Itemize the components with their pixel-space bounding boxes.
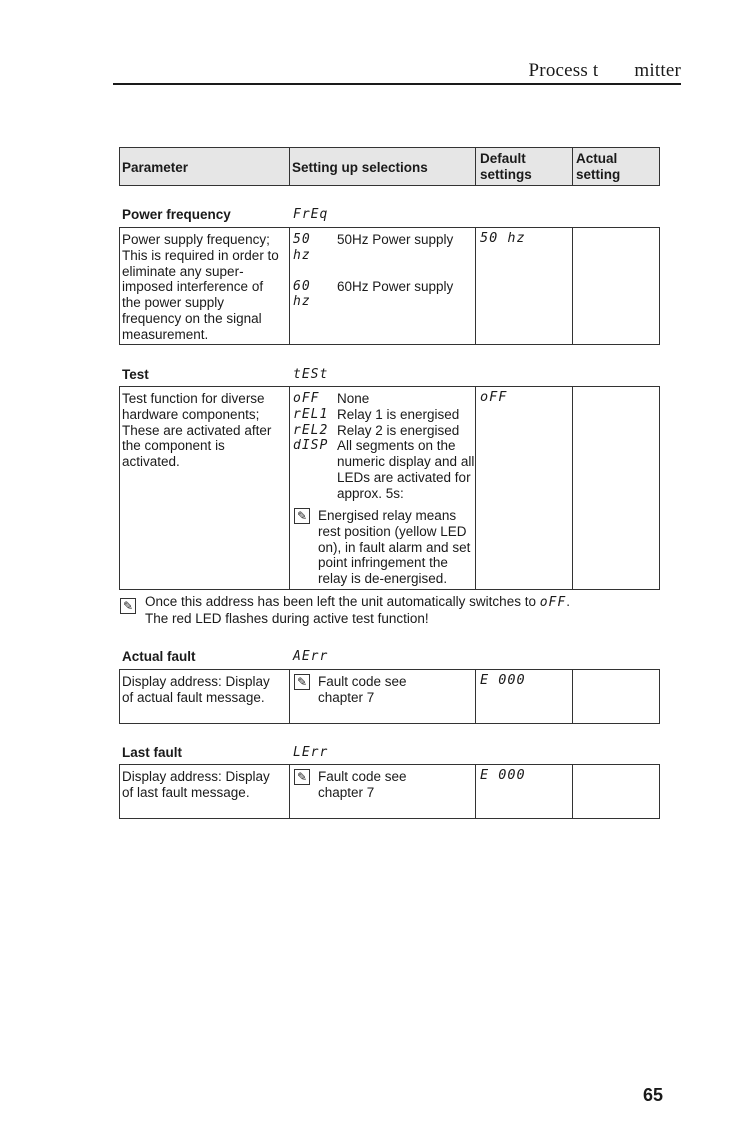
pencil-note-icon: ✎ (120, 598, 136, 614)
table-last-fault (119, 764, 660, 819)
option-row (293, 391, 475, 407)
option-code: rEL1 (293, 406, 329, 422)
last-fault-note-icon-wrap (294, 769, 310, 785)
header-title-left: Process t (528, 60, 599, 81)
section-title-test: Test (122, 367, 149, 382)
option-code: 50 hz (293, 232, 311, 263)
table-header (119, 147, 660, 186)
footnote-period: . (566, 594, 570, 609)
running-header (529, 60, 681, 82)
last-fault-description: Display address: Display of last fault message. (122, 769, 270, 800)
section-code-last-fault: LErr (293, 745, 329, 760)
section-code-power-frequency: FrEq (293, 207, 329, 222)
option-label: All segments on the numeric display and all LEDs are activated for approx. 5s: (337, 438, 475, 501)
table-actual-fault (119, 669, 660, 724)
option-code: dISP (293, 438, 329, 454)
page-number: 65 (642, 1085, 663, 1105)
option-row (293, 438, 475, 501)
test-note: Energised relay means rest position (yellow LED on), in fault alarm and set point infringement the relay is de-energised. (318, 508, 471, 587)
power-frequency-options (293, 232, 473, 310)
power-frequency-description: Power supply frequency; This is required in order to eliminate any super-imposed interference of the power supply frequency on the signal measurement. (122, 232, 279, 342)
test-footnote (145, 594, 665, 627)
actual-fault-description: Display address: Display of actual fault message. (122, 674, 270, 705)
power-frequency-default: 50 hz (480, 230, 526, 246)
header-default: Default settings (480, 151, 532, 182)
last-fault-default: E 000 (480, 767, 526, 783)
actual-fault-note: Fault code see chapter 7 (318, 674, 407, 705)
option-row (293, 407, 475, 423)
footnote-code: oFF (539, 595, 567, 610)
table-test (119, 386, 660, 590)
footnote-line-2: The red LED flashes during active test function! (145, 610, 429, 626)
footnote-text: Once this address has been left the unit automatically switches to (145, 594, 536, 609)
section-title-actual-fault: Actual fault (122, 649, 196, 664)
option-row (293, 423, 475, 439)
header-selections: Setting up selections (292, 160, 428, 175)
option-label: 60Hz Power supply (337, 278, 454, 294)
header-rule (113, 83, 681, 85)
option-code: 60 hz (293, 278, 311, 310)
option-label: Relay 2 is energised (337, 422, 460, 438)
pencil-note-icon: ✎ (294, 508, 310, 524)
section-code-test: tESt (293, 367, 329, 382)
pencil-note-icon: ✎ (294, 769, 310, 785)
test-options (293, 391, 475, 502)
header-parameter: Parameter (122, 160, 189, 175)
pencil-note-icon: ✎ (294, 674, 310, 690)
test-default: oFF (480, 389, 508, 405)
section-title-last-fault: Last fault (122, 745, 183, 760)
option-label: None (337, 391, 370, 406)
header-actual: Actual setting (576, 151, 621, 182)
option-label: Relay 1 is energised (337, 406, 460, 422)
actual-fault-note-icon-wrap (294, 674, 310, 690)
header-title-right: mitter (634, 60, 681, 81)
actual-fault-default: E 000 (480, 672, 526, 688)
option-row (293, 232, 473, 264)
test-note-icon-wrap (294, 508, 310, 524)
test-footnote-icon-wrap (120, 598, 136, 614)
option-label: 50Hz Power supply (337, 232, 454, 247)
footnote-line-1 (145, 594, 665, 611)
table-power-frequency (119, 227, 660, 345)
section-title-power-frequency: Power frequency (122, 207, 231, 222)
test-description: Test function for diverse hardware components; These are activated after the component is activated. (122, 391, 272, 470)
option-code: rEL2 (293, 422, 329, 438)
option-row (293, 279, 473, 311)
section-code-actual-fault: AErr (293, 649, 329, 664)
option-code: oFF (293, 391, 320, 406)
last-fault-note: Fault code see chapter 7 (318, 769, 407, 800)
